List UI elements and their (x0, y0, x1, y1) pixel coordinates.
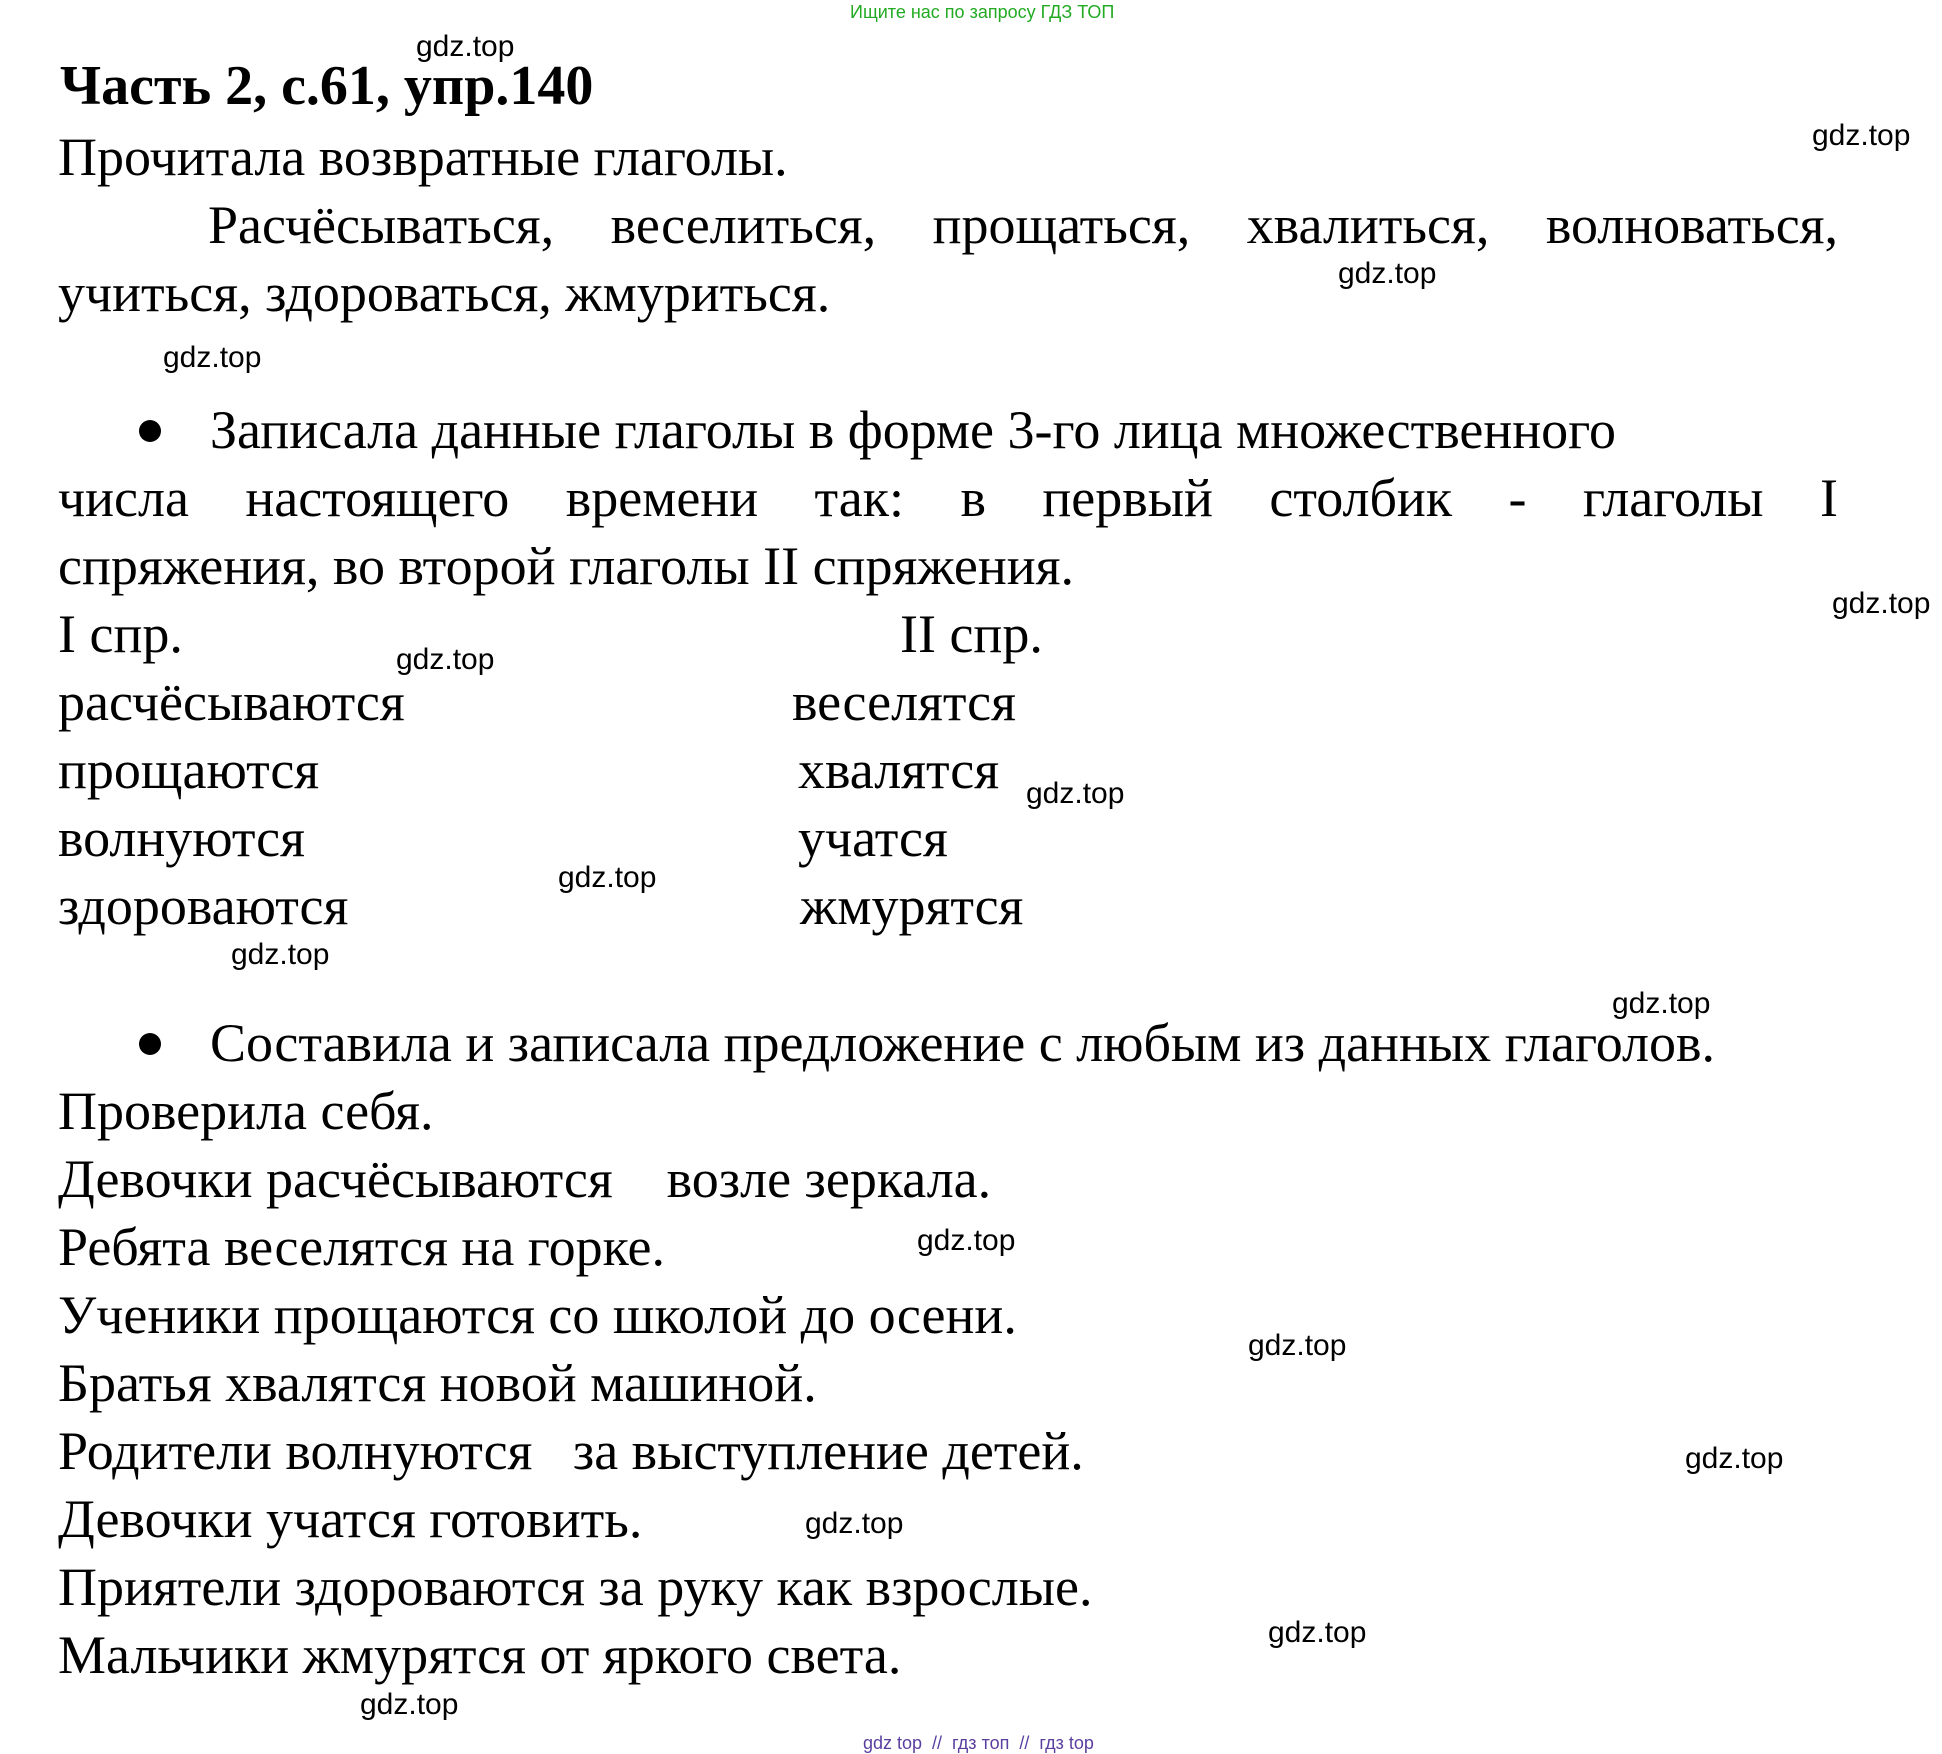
watermark: gdz.top (360, 1688, 459, 1721)
watermark: gdz.top (1268, 1616, 1367, 1649)
sentence: Родители волнуются за выступление детей. (58, 1421, 1084, 1481)
watermark: gdz.top (416, 30, 515, 63)
bottom-notice: gdz top // гдз топ // гдз top (863, 1733, 1094, 1753)
sentence: Девочки учатся готовить. (58, 1489, 643, 1549)
list-item: хвалятся (798, 740, 1000, 800)
task1-line-1: Записала данные глаголы в форме 3-го лица множественного (210, 400, 1616, 460)
watermark: gdz.top (1832, 587, 1931, 620)
sentence: Приятели здороваются за руку как взрослые. (58, 1557, 1093, 1617)
watermark: gdz.top (805, 1507, 904, 1540)
list-item: волнуются (58, 808, 305, 868)
top-notice: Ищите нас по запросу ГДЗ ТОП (850, 2, 1115, 22)
sentence: Мальчики жмурятся от яркого света. (58, 1625, 902, 1685)
watermark: gdz.top (1248, 1329, 1347, 1362)
sentence: Ребята веселятся на горке. (58, 1217, 665, 1277)
task2-line-1: Составила и записала предложение с любым из данных глаголов. (210, 1013, 1715, 1073)
task1-line-3: спряжения, во второй глаголы II спряжения. (58, 536, 1074, 596)
list-item: жмурятся (800, 876, 1024, 936)
sentence: Девочки расчёсываются возле зеркала. (58, 1149, 992, 1209)
watermark: gdz.top (1026, 777, 1125, 810)
bullet-icon (139, 420, 161, 442)
sentence: Братья хвалятся новой машиной. (58, 1353, 817, 1413)
task2-line-2: Проверила себя. (58, 1081, 434, 1141)
watermark: gdz.top (1612, 987, 1711, 1020)
watermark: gdz.top (396, 643, 495, 676)
verbs-line-2: учиться, здороваться, жмуриться. (58, 263, 831, 323)
intro-text: Прочитала возвратные глаголы. (58, 127, 788, 187)
list-item: расчёсываются (58, 672, 405, 732)
watermark: gdz.top (1685, 1442, 1784, 1475)
task1-line-2: числа настоящего времени так: в первый столбик - глаголы I (58, 468, 1838, 528)
watermark: gdz.top (1338, 257, 1437, 290)
verbs-line-1: Расчёсываться, веселиться, прощаться, хвалиться, волноваться, (208, 195, 1838, 255)
watermark: gdz.top (558, 861, 657, 894)
list-item: здороваются (58, 876, 349, 936)
column-header-conj-2: II спр. (900, 604, 1043, 664)
column-header-conj-1: I спр. (58, 604, 183, 664)
sentence: Ученики прощаются со школой до осени. (58, 1285, 1017, 1345)
list-item: веселятся (792, 672, 1016, 732)
page-title: Часть 2, с.61, упр.140 (60, 55, 594, 117)
bullet-icon (139, 1033, 161, 1055)
watermark: gdz.top (1812, 119, 1911, 152)
list-item: учатся (798, 808, 948, 868)
watermark: gdz.top (917, 1224, 1016, 1257)
watermark: gdz.top (231, 938, 330, 971)
list-item: прощаются (58, 740, 320, 800)
watermark: gdz.top (163, 341, 262, 374)
